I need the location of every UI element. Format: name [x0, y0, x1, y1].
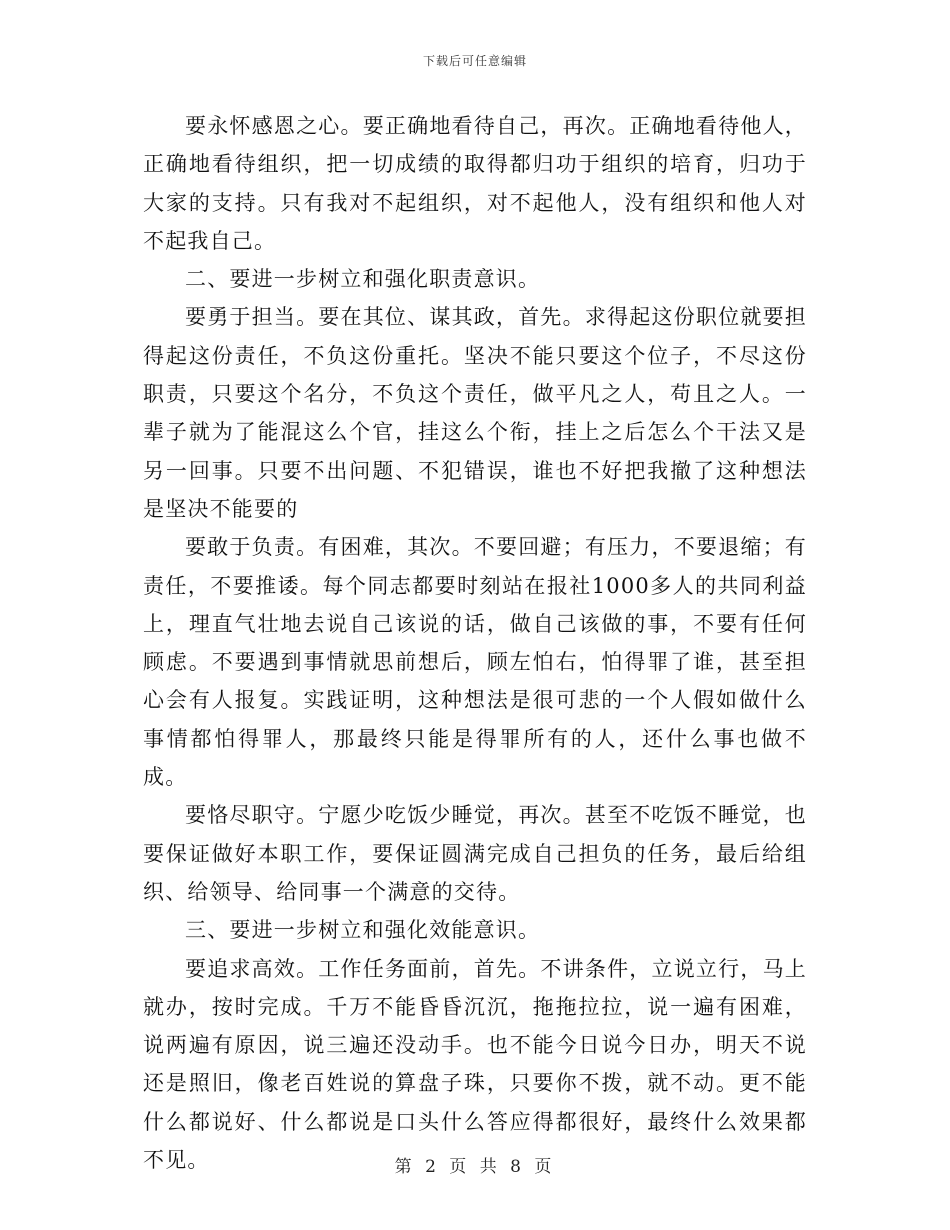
page-number-footer: 第 2 页 共 8 页: [394, 1157, 556, 1177]
paragraph: 要追求高效。工作任务面前，首先。不讲条件，立说立行，马上就办，按时完成。千万不能昏昏沉沉，拖拖拉拉，说一遍有困难，说两遍有原因，说三遍还没动手。也不能今日说今日办，明天不说还是照旧，像老百姓说的算盘子珠，只要你不拨，就不动。更不能什么都说好、什么都说是口头什么答应得都很好，最终什么效果都不见。: [143, 956, 807, 1173]
paragraph: 要勇于担当。要在其位、谋其政，首先。求得起这份职位就要担得起这份责任，不负这份重托。坚决不能只要这个位子，不尽这份职责，只要这个名分，不负这个责任，做平凡之人，苟且之人。一辈子就为了能混这么个官，挂这么个衔，挂上之后怎么个干法又是另一回事。只要不出问题、不犯错误，谁也不好把我撤了这种想法是坚决不能要的: [143, 305, 807, 521]
paragraph: 要敢于负责。有困难，其次。不要回避；有压力，不要退缩；有责任，不要推诿。每个同志都要时刻站在报社1000多人的共同利益上，理直气壮地去说自己该说的话，做自己该做的事，不要有任何顾虑。不要遇到事情就思前想后，顾左怕右，怕得罪了谁，甚至担心会有人报复。实践证明，这种想法是很可悲的一个人假如做什么事情都怕得罪人，那最终只能是得罪所有的人，还什么事也做不成。: [143, 535, 807, 790]
page-header: 下载后可任意编辑: [422, 54, 527, 68]
document-body: [143, 107, 807, 1179]
section-heading: 二、要进一步树立和强化职责意识。: [185, 267, 541, 292]
section-heading: 三、要进一步树立和强化效能意识。: [185, 918, 541, 943]
paragraph: 要恪尽职守。宁愿少吃饭少睡觉，再次。甚至不吃饭不睡觉，也要保证做好本职工作，要保证圆满完成自己担负的任务，最后给组织、给领导、给同事一个满意的交待。: [143, 803, 807, 904]
paragraph: 要永怀感恩之心。要正确地看待自己，再次。正确地看待他人，正确地看待组织，把一切成绩的取得都归功于组织的培育，归功于大家的支持。只有我对不起组织，对不起他人，没有组织和他人对不起我自己。: [143, 114, 807, 253]
